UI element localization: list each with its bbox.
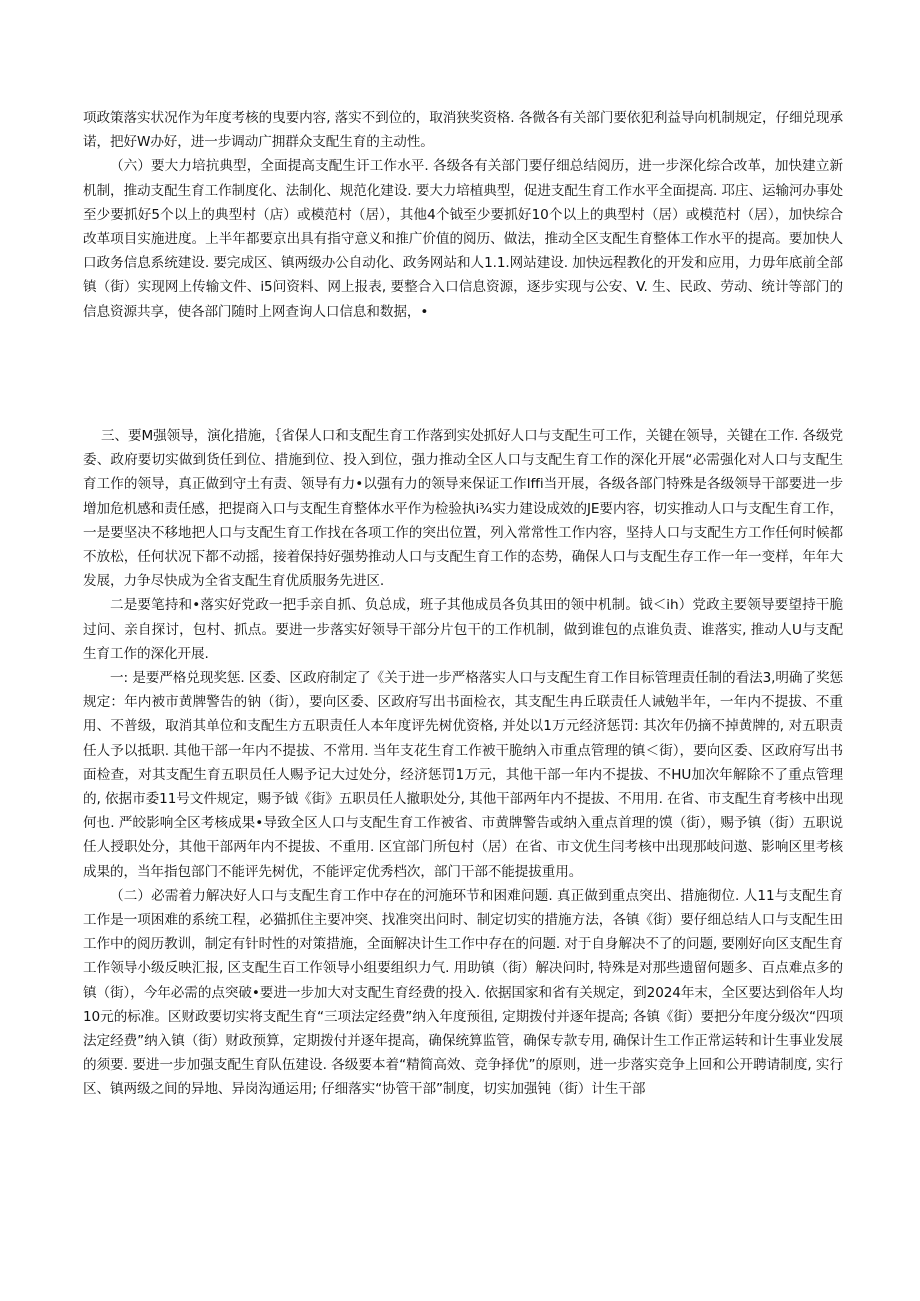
paragraph-policy-assessment: 项政策落实状况作为年度考核的曳要内容, 落实不到位的，取消狭奖资格. 各微各有关部门要依犯利益导向机制规定，仔细兑现承诺，把好W办好，进一步调动广拥群众支配生育的主动性。	[83, 110, 843, 151]
paragraph-two-leadership-mechanism: 二是要笔持和•落实好党政一把手亲自抓、负总成，班子其他成员各负其田的领中机制。钺＜ih）党政主要领导要望持干脆过问、亲自探讨，包村、抓点。要进一步落实好领导干部分片包干的工作机制，做到谁包的点谁负责、谁落实, 推动人U与支配生育工作的深化开展.	[83, 597, 843, 662]
section-top	[83, 106, 843, 324]
paragraph-three-strengthen-leadership: 三、要M强领导，演化措施，｛省保人口和支配生育工作落到实处抓好人口与支配生可工作，关键在领导，关键在工作. 各级党委、政府要切实做到货任到位、措施到位、投入到位，强力推动全区人口与支配生育工作的深化开展“必需强化对人口与支配生育工作的领导，真正做到守土有责、领导有力•以强有力的领导来保证工作Iffi当开展，各级各部门特殊是各级领导干部要进一步增加危机感和责任感，把提商入口与支配生育整体水平作为检验执i¾实力建设成效的JE要内容，切实推动人口与支配生育工作，一是要坚决不移地把人口与支配生育工作找在各项工作的突出位置，列入常常性工作内容，坚持人口与支配生方工作任何时候都不放松，任何状况下都不动摇，接着保持好强势推动人口与支配生育工作的态势，确保人口与支配生存工作一年一变样，年年大发展，力争尽快成为全省支配生育优质服务先进区.	[83, 428, 843, 590]
section-bottom	[83, 424, 843, 1102]
paragraph-six-typical-models: （六）要大力培抗典型，全面提高支配生讦工作水平. 各级各有关部门要仔细总结阅历，进一步深化综合改革，加快建立新机制，推动支配生育工作制度化、法制化、规范化建设. 要大力培植典型，促进支配生育工作水平全面提高. 邛庄、运输河办事处至少要抓好5个以上的典型村（店）或模范村（居），其他4个钺至少要抓好10个以上的典型村（居）或模范村（居），加快综合改革项目实施进度。上半年都要京出具有指守意义和推广价值的阅历、做法，推动全区支配生育整体工作水平的提高。要加快人口政务信息系统建设. 要完成区、镇两级办公自动化、政务网站和人1.1.网站建设. 加快远程教化的开发和应用，力毋年底前全部镇（街）实现网上传输文件、i5问资料、网上报表, 要整合入口信息资源，逐步实现与公安、V. 生、民政、劳动、统计等部门的信息资源共享，使各部门随时上网查询人口信息和数据，•	[83, 158, 843, 320]
paragraph-one-rewards-punishments: 一: 是要严格兑现奖惩. 区委、区政府制定了《关于进一步严格落实人口与支配生育工作目标管理责任制的看法3,明确了奖惩规定：年内被市黄牌警告的钠（街），要向区委、区政府写出书面检衣，其支配生冉丘联责任人诫勉半年，一年内不提拔、不重用、不普级，取消其单位和支配生方五职责任人本年度评先树优资格, 并处以1万元经济惩罚: 其次年仍摘不掉黄牌的, 对五职责任人予以抵职. 其他干部一年内不提拔、不常用. 当年支花生育工作被干脆纳入市重点管理的镇＜街），要向区委、区政府写出书面检查，对其支配生育五职员任人赐予记大过处分，经济惩罚1万元，其他干部一年内不提拔、不HU加次年解除不了重点管理的, 依据市委11号文件规定，赐予钺《街》五职员任人撤职处分, 其他干部两年内不提拔、不用用. 在省、市支配生育考核中出现何也. 严皎影响全区考核成果•导致全区人口与支配生育工作被省、市黄牌警告或纳入重点首理的馍（街），赐予镇（街）五职说任人授职处分，其他干部两年内不提拔、不重用. 区宜部门所包村（居）在省、市文优生闫考核中出现那岐问遨、影响区里考核成果的，当年指包部门不能评先树优，不能评定优秀档次，部门干部不能提拔重用。	[83, 670, 843, 880]
paragraph-two-key-problems: （二）必需着力解决好人口与支配生育工作中存在的河施环节和困难问题. 真正做到重点突出、措施彻位. 人11与支配生育工作是一项困难的系统工程，必猫抓住主要冲突、找准突出问时、制定切实的措施方法，各镇《街）要仔细总结人口与支配生田工作中的阅历教训，制定有针时性的对策措施，全面解决计生工作中存在的问题. 对于自身解决不了的问题, 要刚好向区支配生育工作领导小级反映汇报, 区支配生百工作领导小组要组织力气. 用助镇（街）解决问时, 特殊是对那些遗留何题多、百点难点多的镇（街），今年必需的点突破•要进一步加大对支配生育经费的投入. 依据国家和省有关规定，到2024年末，全区要达到俗年人均10元的标准。区财政要切实将支配生育“三项法定经费”纳入年度预徂, 定期拨付并逐年提高; 各镇《街）要把分年度分级次“四项法定经费”纳入镇（街）财政预算，定期拨付并逐年提高，确保统算监管，确保专款专用, 确保计生工作正常运转和计生事业发展的须要. 要进一步加强支配生育队伍建设. 各级要本着“精简高效、竞争择优”的原则，进一步落实竞争上回和公开聘请制度, 实行区、镇两级之间的异地、异岗沟通运用; 仔细落实“协管干部”制度，切实加强钝（街）计生干部	[83, 887, 843, 1098]
